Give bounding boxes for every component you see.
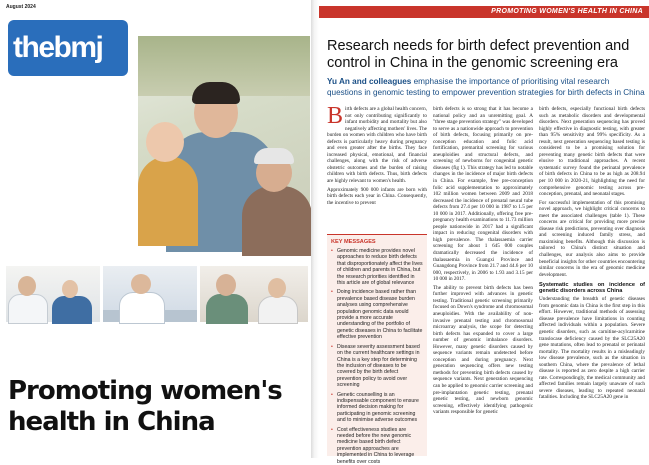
key-message-item: • Genomic medicine provides novel approaches to reduce birth defects that disproportionately affect the lives of children and parents in China, but the research priorities identified in this article are of global relevance xyxy=(331,248,423,286)
key-messages-title: KEY MESSAGES xyxy=(331,239,376,245)
key-message-item: • Genetic counselling is an indispensable component to ensure informed decision making for participating in genomic screening and to minimise adverse outcomes xyxy=(331,392,423,424)
cover-title: Promoting women's health in China xyxy=(8,376,282,437)
key-messages-list xyxy=(331,248,423,465)
column-1-paragraph-1-text: irth defects are a global health concern, not only contributing significantly to infant morbidity and mortality but also negatively affecting mothers' lives. The burden on women with children who have birth defects is particularly heavy during pregnancy and even greater after the births. They face increased physical, emotional, and financial challenges, along with the risk of adverse obstetric outcomes and the burden of raising children with birth defects. Thus, birth defects are highly relevant to women's health. xyxy=(327,106,427,185)
article-authors: Yu An and colleagues xyxy=(327,77,412,86)
column-3-paragraph-3: Understanding the breadth of genetic diseases from genomic data in China is the first step in this effort. However, traditional methods of assessing disease prevalence have limitations in counting affected individuals within a population. Severe genetic disorders, such as carnitine-acylcarnitine translocase deficiency caused by the SLC25A20 gene mutations, often lead to prenatal or perinatal mortality. The mortality results in a misleadingly low disease prevalence, such as the situation in southern China, where the prevalence of lethal disease is reported as zero despite a high carrier rate. Correspondingly, the medical community and affected families remain largely unaware of such severe diseases, leading to repeated neonatal fatalities. Including the SLC25A20 gene in xyxy=(539,296,645,401)
column-3-paragraph-2: For successful implementation of this promising novel approach, we highlight critical concerns to meet the associated challenges (table 1). These concerns are critical for providing more precise disease risk predictions, preventing over diagnosis and screening induced family stress, and maximising benefits. Although this discussion is tailored to China's distinct situation and challenges, our analysis also aims to provide beneficial insights for other countries encountering similar concerns in the era of genomic medicine development. xyxy=(539,199,645,278)
column-3-paragraph-1: birth defects, especially functional birth defects such as metabolic disorders and developmental disorders. Next generation sequencing has proved highly effective in diagnostic testing, with greater than 95% sensitivity and 99% specificity. As a result, next generation sequencing based testing is considered to be a promising solution for preventing many genetic birth defects that were elusive to traditional approaches. A recent systematic survey found the perinatal prevalence of birth defects in China to be as high as 208.94 per 10 000 in 2020-21, highlighting the need for comprehensive genomic testing across pre-conception, prenatal, and neonatal stages. xyxy=(539,106,645,198)
article-column-2 xyxy=(433,106,533,458)
article-column-3 xyxy=(539,106,645,458)
key-message-item: • Doing incidence based rather than prevalence based disease burden analyses using comprehensive population genomic data would provide a more accurate understanding of the portfolio of genetic diseases in China to facilitate effective prevention xyxy=(331,289,423,340)
key-message-item: • Disease severity assessment based on the current healthcare settings in China is a key step for determining the inclusion of diseases to be covered by the birth defect prevention policy to avoid over screening xyxy=(331,344,423,389)
section-subheading: Systematic studies on incidence of genetic disorders across China xyxy=(539,282,645,295)
drop-cap: B xyxy=(327,103,344,129)
key-message-item: • Cost effectiveness studies are needed before the new genomic medicine based birth defect prevention approaches are implemented in China to leverage benefits over costs xyxy=(331,427,423,465)
column-2-paragraph-1: birth defects is so strong that it has become a national policy and an unremitting goal. A "three stage prevention strategy" was developed to serve as a nationwide approach to prevention of birth defects, focusing primarily on pre-conception education and folic acid fortification, premarital screening for various aneuploidies and structural defects, and screening of newborns for congenital genetic diseases (fig 1). This strategy has led to notable changes in the incidence of major birth defects in China. For example, free pre-conception folic acid supplementation to approximately 102 million women between 2009 and 2018 decreased the incidence of prenatal neural tube defects from 27.4 per 10 000 in 1987 to 1.5 per 10 000 in 2017. Additionally, offering free pre-pregnancy health examinations to 11.73 million people nationwide in 2017 had a significant impact in reducing congenital disorders with high prevalence. The thalassaemia carrier screening for about 1 645 000 couples dramatically decreased the incidence of thalassaemia in Guangxi Province and Guangdong Province from 21.7 and 44.6 per 10 000, respectively, in 2006 to 1.93 and 3.15 per 10 000 in 2017. xyxy=(433,106,533,283)
page-gutter xyxy=(311,0,319,458)
cover-page xyxy=(0,0,310,458)
clinic-photo-1 xyxy=(6,266,100,322)
clinic-photo-2 xyxy=(103,266,197,322)
key-messages-box xyxy=(327,234,427,465)
standfirst-text: emphasise the importance of prioritising vital research questions in genomic testing to empower prevention strategies for birth defects in China xyxy=(327,77,645,97)
article-standfirst xyxy=(327,77,645,98)
bmj-logo: thebmj xyxy=(8,20,128,76)
article-page xyxy=(319,0,649,465)
article-headline: Research needs for birth defect prevention and control in China in the genomic screening era xyxy=(327,38,630,71)
issue-date: August 2024 xyxy=(6,4,36,10)
clinic-photo-3 xyxy=(200,266,308,322)
article-column-1 xyxy=(327,103,427,232)
section-banner: PROMOTING WOMEN'S HEALTH IN CHINA xyxy=(319,6,649,18)
family-photo xyxy=(138,36,310,244)
column-1-paragraph-2: Approximately 900 000 infants are born with birth defects each year in China. Consequently, the incentive to prevent xyxy=(327,186,427,206)
column-2-paragraph-2: The ability to prevent birth defects has been further improved with advances in genetic testing. Traditional genetic screening primarily focused on Down's syndrome and chromosomal aneuploidies. With the availability of non-invasive prenatal testing and chromosomal microarray analysis, the scope for detecting birth defects has expanded to cover a large number of genomic imbalance disorders. However, many genetic disorders caused by sequence variants remain undetected before conception and during pregnancy. Next generation sequencing offers new testing methods for preventing birth defects caused by sequence variants. Next generation sequencing can be applied to genomic carrier screening and pre-implantation genetic testing, prenatal genetic testing, and newborn genomic screening, effectively identifying pathogenic variants responsible for genetic xyxy=(433,284,533,416)
column-1-paragraph-1 xyxy=(327,103,427,185)
